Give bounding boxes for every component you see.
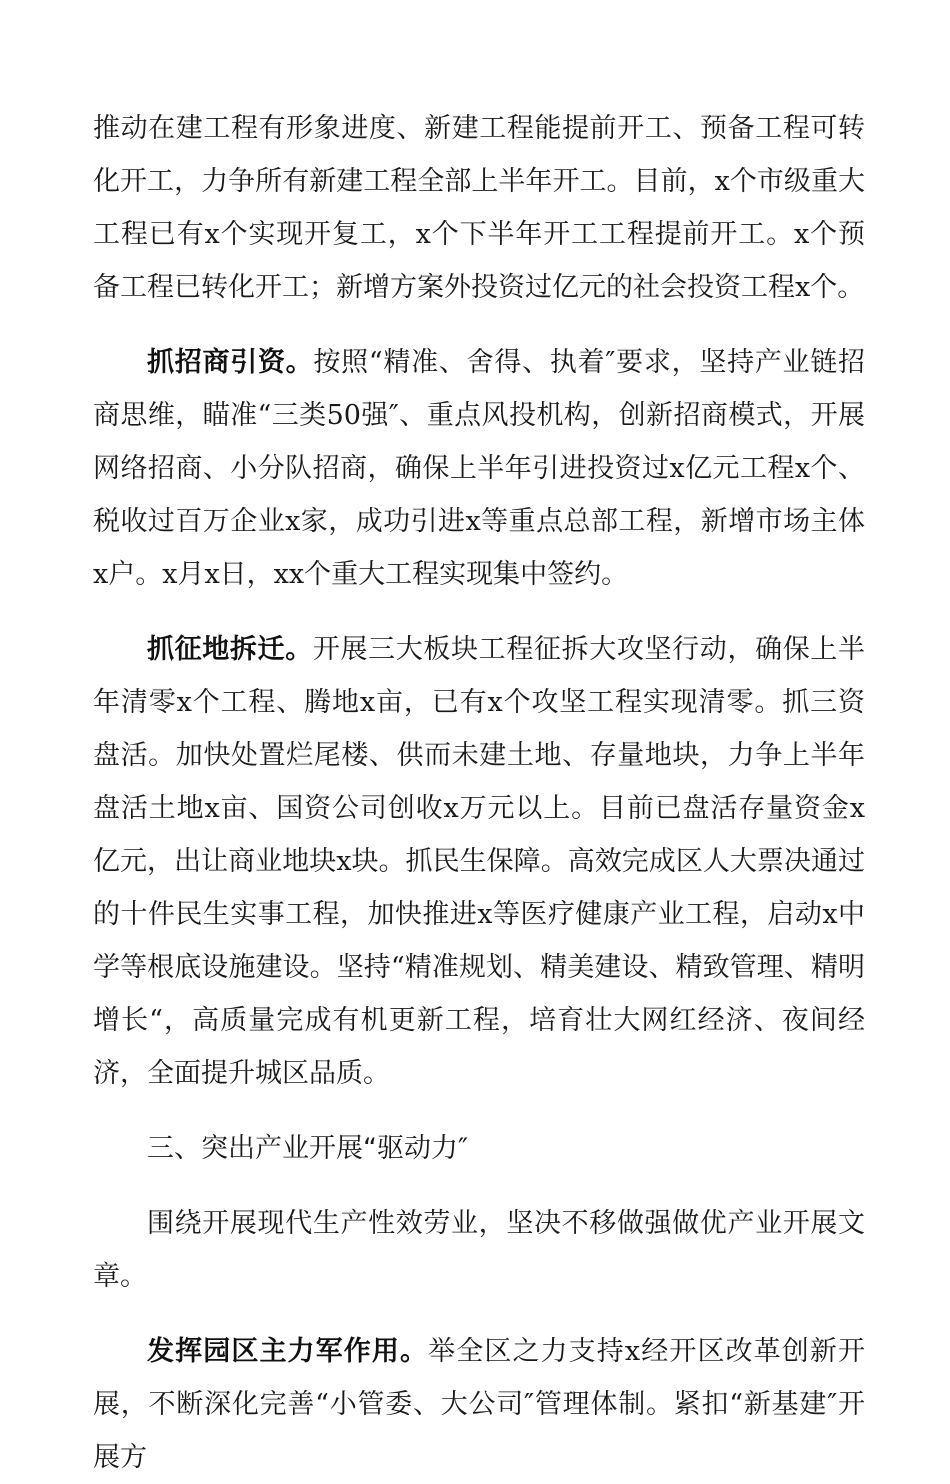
paragraph-text: 开展三大板块工程征拆大攻坚行动，确保上半年清零x个工程、腾地x亩，已有x个攻坚工程实现清零。抓三资盘活。加快处置烂尾楼、供而未建土地、存量地块，力争上半年盘活土地x亩、国资公司创收x万元以上。目前已盘活存量资金x亿元，出让商业地块x块。抓民生保障。高效完成区人大票决通过的十件民生实事工程，加快推进x等医疗健康产业工程，启动x中学等根底设施建设。坚持“精准规划、精美建设、精致管理、精明增长“，高质量完成有机更新工程，培育壮大网红经济、夜间经济，全面提升城区品质。 [93, 634, 866, 1089]
paragraph-investment-promotion [93, 336, 865, 601]
paragraph-lead: 发挥园区主力军作用。 [147, 1336, 429, 1367]
paragraph-land-acquisition [93, 623, 865, 1100]
paragraph-text: 围绕开展现代生产性效劳业，坚决不移做强做优产业开展文章。 [93, 1208, 865, 1292]
paragraph-lead: 抓征地拆迁。 [147, 634, 313, 665]
paragraph-text: 举全区之力支持x经开区改革创新开展，不断深化完善“小管委、大公司″管理体制。紧扣“新基建″开展方 [93, 1336, 865, 1473]
paragraph-lead: 抓招商引资。 [147, 347, 314, 378]
paragraph-text: 推动在建工程有形象进度、新建工程能提前开工、预备工程可转化开工，力争所有新建工程全部上半年开工。目前，x个市级重大工程已有x个实现开复工，x个下半年开工工程提前开工。x个预备工程已转化开工；新增方案外投资过亿元的社会投资工程x个。 [93, 113, 865, 303]
document-page [93, 102, 865, 1484]
paragraph-text: 按照“精准、舍得、执着″要求，坚持产业链招商思维，瞄准“三类50强″、重点风投机构，创新招商模式，开展网络招商、小分队招商，确保上半年引进投资过x亿元工程x个、税收过百万企业x家，成功引进x等重点总部工程，新增市场主体x户。x月x日，xx个重大工程实现集中签约。 [93, 347, 866, 590]
section-heading: 三、突出产业开展“驱动力″ [147, 1133, 469, 1164]
paragraph-industry-development [93, 1197, 865, 1303]
paragraph-park-role [93, 1325, 865, 1484]
paragraph-continuation [93, 102, 865, 314]
